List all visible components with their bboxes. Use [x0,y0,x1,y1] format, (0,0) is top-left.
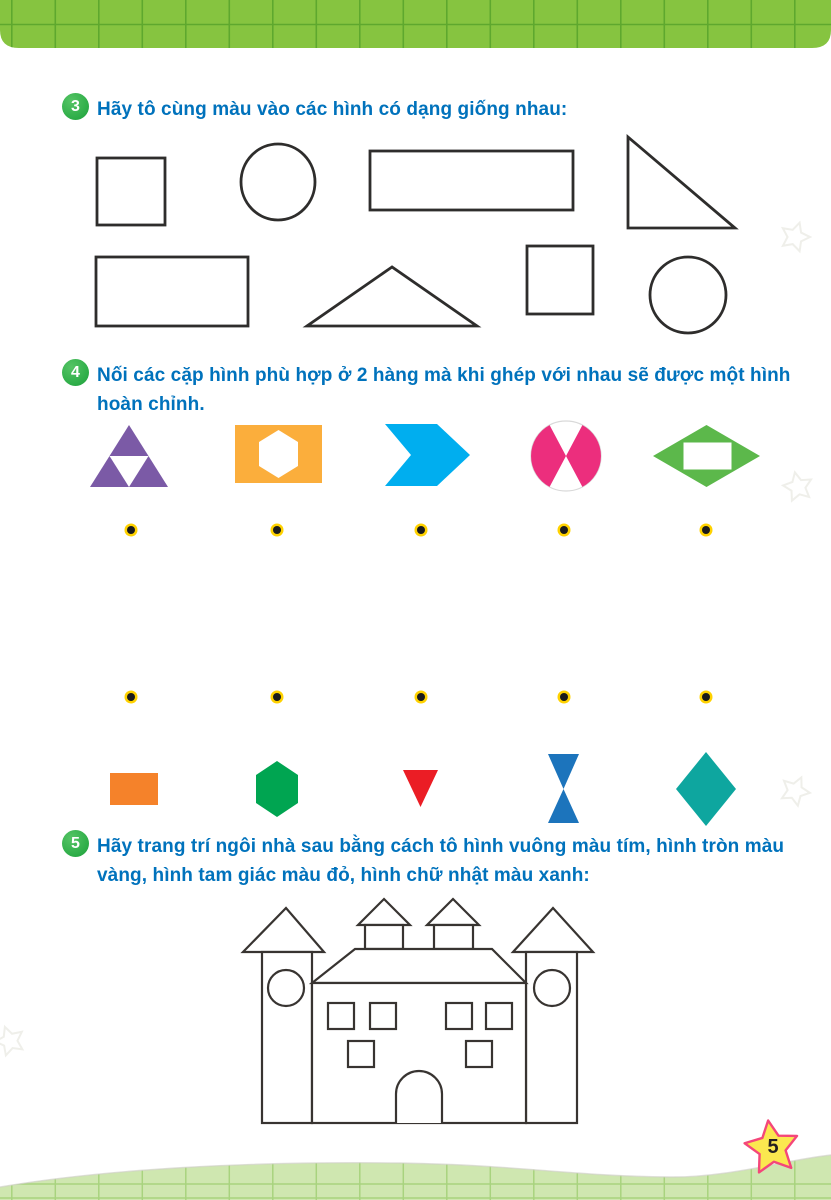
watermark-star-icon [778,218,814,253]
outline-square-2[interactable] [527,246,593,314]
castle-window-square[interactable] [466,1041,492,1067]
match-cyan-chevron[interactable] [385,424,470,486]
watermark-star-icon [781,469,815,501]
outline-rectangle-2[interactable] [96,257,248,326]
exercise-5-instruction: Hãy trang trí ngôi nhà sau bằng cách tô hình vuông màu tím, hình tròn màu vàng, hình tam giác màu đỏ, hình chữ nhật màu xanh: [97,836,785,886]
footer-grid-band [0,1130,831,1200]
watermark-star-icon [777,771,814,808]
decorative-stars [0,218,815,1057]
match-teal-diamond[interactable] [676,752,736,826]
connector-dot[interactable] [125,691,138,704]
castle-door[interactable] [396,1071,442,1123]
exercise-4-instruction: Nối các cặp hình phù hợp ở 2 hàng mà khi ghép với nhau sẽ được một hình hoàn chỉnh. [97,365,791,415]
castle-left-tower-roof[interactable] [243,908,324,952]
connector-dot[interactable] [271,524,284,537]
castle-chimney-2[interactable] [434,925,473,949]
connector-dot[interactable] [558,691,571,704]
page-number: 5 [767,1136,779,1158]
exercise-5-number: 5 [71,835,80,852]
connector-dot[interactable] [415,524,428,537]
match-purple-triangle[interactable] [90,425,168,487]
exercise-4-number: 4 [71,364,80,381]
castle-right-window-circle[interactable] [534,970,570,1006]
castle-left-window-circle[interactable] [268,970,304,1006]
match-orange-rectangle[interactable] [110,773,158,805]
castle-window-square[interactable] [348,1041,374,1067]
outline-rectangle-1[interactable] [370,151,573,210]
outline-right-triangle[interactable] [628,137,735,228]
match-pink-circle[interactable] [531,421,601,491]
exercise-4-bottom-row [110,752,736,826]
castle-main-roof[interactable] [312,949,526,983]
exercise-3-shapes [96,137,735,333]
match-green-hexagon[interactable] [256,761,298,817]
outline-square-1[interactable] [97,158,165,225]
connector-dots-bottom [125,691,713,704]
connector-dot[interactable] [700,691,713,704]
castle-window-square[interactable] [370,1003,396,1029]
exercise-3-instruction: Hãy tô cùng màu vào các hình có dạng giống nhau: [97,99,568,120]
outline-circle-1[interactable] [241,144,315,220]
exercise-4-top-row [90,421,760,491]
outline-triangle[interactable] [307,267,477,326]
castle-drawing [243,899,593,1123]
castle-window-square[interactable] [446,1003,472,1029]
castle-chimney-1[interactable] [365,925,403,949]
match-yellow-rectangle[interactable] [235,425,322,483]
connector-dots-top [125,524,713,537]
connector-dot[interactable] [700,524,713,537]
connector-dot[interactable] [271,691,284,704]
connector-dot[interactable] [558,524,571,537]
watermark-star-icon [0,1022,28,1057]
exercise-3-number: 3 [71,98,80,115]
match-red-triangle[interactable] [403,770,438,807]
castle-window-square[interactable] [486,1003,512,1029]
match-green-diamond[interactable] [653,425,760,487]
match-blue-bowtie[interactable] [548,754,579,823]
castle-window-square[interactable] [328,1003,354,1029]
castle-right-tower-roof[interactable] [513,908,593,952]
outline-circle-2[interactable] [650,257,726,333]
connector-dot[interactable] [125,524,138,537]
castle-chimney-1-roof[interactable] [358,899,410,925]
castle-chimney-2-roof[interactable] [427,899,479,925]
connector-dot[interactable] [415,691,428,704]
